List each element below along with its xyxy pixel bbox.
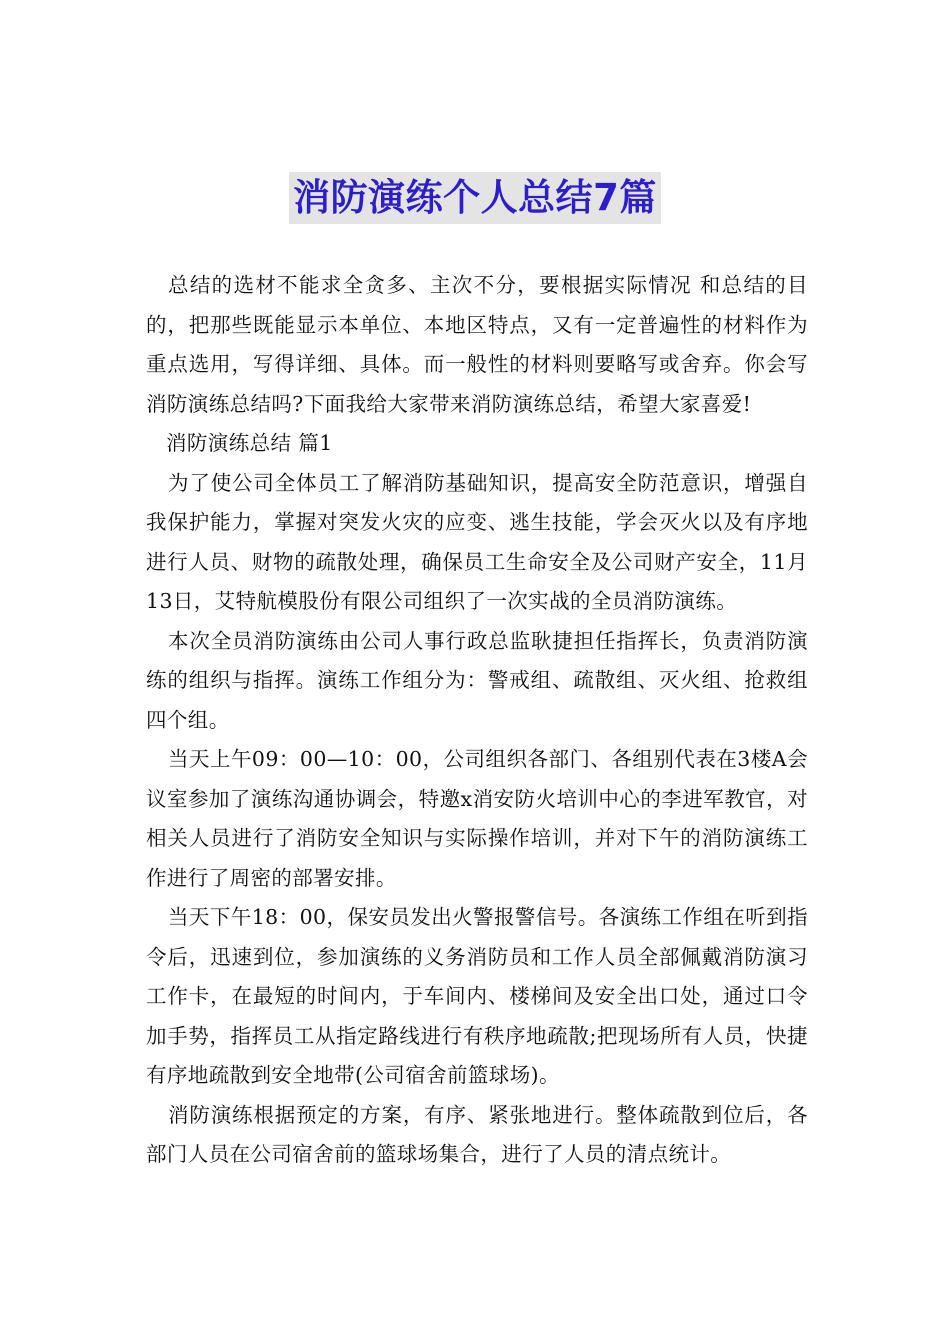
body-paragraph: 消防演练根据预定的方案，有序、紧张地进行。整体疏散到位后，各部门人员在公司宿舍前的篮球场集合，进行了人员的清点统计。 — [146, 1102, 808, 1166]
document-body — [146, 266, 808, 1175]
body-paragraph: 当天上午09：00—10：00，公司组织各部门、各组别代表在3楼A会议室参加了演练沟通协调会，特邀x消安防火培训中心的李进军教官，对相关人员进行了消防安全知识与实际操作培训，并对下午的消防演练工作进行了周密的部署安排。 — [146, 747, 808, 890]
body-paragraph: 本次全员消防演练由公司人事行政总监耿捷担任指挥长，负责消防演练的组织与指挥。演练工作组分为：警戒组、疏散组、灭火组、抢救组四个组。 — [146, 628, 808, 732]
section-heading: 消防演练总结 篇1 — [166, 431, 333, 455]
document-title: 消防演练个人总结7篇 — [289, 172, 661, 224]
title-container — [0, 172, 950, 224]
body-paragraph: 为了使公司全体员工了解消防基础知识，提高安全防范意识，增强自我保护能力，掌握对突发火灾的应变、逃生技能，学会灭火以及有序地进行人员、财物的疏散处理，确保员工生命安全及公司财产安全，11月13日，艾特航模股份有限公司组织了一次实战的全员消防演练。 — [146, 470, 808, 613]
body-paragraph: 当天下午18：00，保安员发出火警报警信号。各演练工作组在听到指令后，迅速到位，参加演练的义务消防员和工作人员全部佩戴消防演习工作卡，在最短的时间内，于车间内、楼梯间及安全出口处，通过口令加手势，指挥员工从指定路线进行有秩序地疏散;把现场所有人员，快捷有序地疏散到安全地带(公司宿舍前篮球场)。 — [146, 905, 808, 1087]
intro-paragraph: 总结的选材不能求全贪多、主次不分，要根据实际情况 和总结的目的，把那些既能显示本单位、本地区特点，又有一定普遍性的材料作为重点选用，写得详细、具体。而一般性的材料则要略写或舍弃。你会写消防演练总结吗?下面我给大家带来消防演练总结，希望大家喜爱! — [146, 273, 808, 416]
